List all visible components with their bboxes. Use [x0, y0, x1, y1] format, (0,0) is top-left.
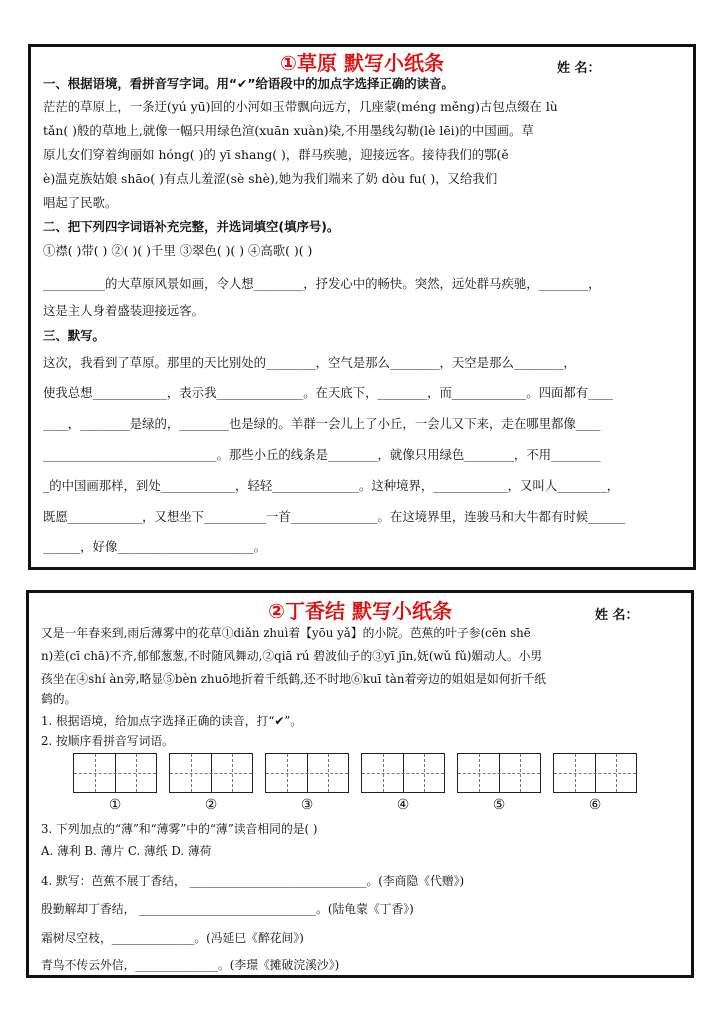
sheet1-title: ①草原 默写小纸条: [280, 51, 444, 75]
s1-dictation-line: ____________________________。那些小丘的线条是________，就像只用绿色________，不用________: [43, 447, 601, 462]
grid-number: ⑤: [492, 797, 506, 813]
s1-passage-line: è)温克族姑娘 shāo( )有点儿羞涩(sè shè),她为我们端来了奶 dòu fu( )，又给我们: [43, 171, 498, 186]
writing-grid[interactable]: [553, 753, 637, 793]
s2-question4-line: 4. 默写：芭蕉不展丁香结， ______________________________。(李商隐《代赠》): [41, 874, 465, 888]
s1-dictation-line: 使我总想____________，表示我______________。在天底下，________，而____________。四面都有____: [43, 385, 613, 400]
grid-number: ④: [396, 797, 410, 813]
lilac-knot-dictation-sheet: [26, 590, 694, 978]
sheet2-title: ②丁香结 默写小纸条: [268, 599, 452, 623]
s1-dictation-line: 这次，我看到了草原。那里的天比别处的________，空气是那么________，天空是那么________，: [43, 355, 576, 370]
writing-grid[interactable]: [73, 753, 157, 793]
s1-passage-line: 唱起了民歌。: [43, 195, 118, 210]
writing-grid[interactable]: [457, 753, 541, 793]
grassland-dictation-sheet: [28, 44, 696, 570]
s1-dictation-line: _的中国画那样，到处____________，轻轻______________。这种境界，____________，又叫人________，: [43, 478, 620, 493]
s1-fill-line: __________的大草原风景如画，令人想________，抒发心中的畅快。突然，远处群马疾驰，________，: [43, 276, 601, 291]
grid-number: ①: [108, 797, 122, 813]
s1-passage-line: 原儿女们穿着绚丽如 hóng( )的 yī shang( )，群马疾驰，迎接远客。接待我们的鄂(ě: [43, 147, 509, 162]
writing-grid[interactable]: [169, 753, 253, 793]
s1-passage-line: tǎn( )般的草地上,就像一幅只用绿色渲(xuān xuàn)染,不用墨线勾勒(lè lēi)的中国画。草: [43, 123, 534, 138]
s1-fill-line: 这是主人身着盛装迎接远客。: [43, 303, 205, 318]
grid-number: ⑥: [588, 797, 602, 813]
s1-section1-heading: 一、根据语境，看拼音写字词。用“✔”给语段中的加点字选择正确的读音。: [43, 76, 454, 91]
s2-passage-line: 孩坐在④shí àn旁,略显⑤bèn zhuō地折着千纸鹤,还不时地⑥kuī tàn着旁边的姐姐是如何折千纸: [41, 672, 547, 686]
grid-number: ②: [204, 797, 218, 813]
writing-grid[interactable]: [361, 753, 445, 793]
s2-question4-line: 霜树尽空枝，______________。(冯延巳《醉花间》): [41, 931, 304, 945]
s1-dictation-line: ____，________是绿的，________也是绿的。羊群一会儿上了小丘，一会儿又下来，走在哪里都像____: [43, 416, 601, 431]
s2-question3-options: A. 薄利 B. 薄片 C. 薄纸 D. 薄荷: [41, 844, 212, 858]
s1-idiom-line: ①襟( )带( ) ②( )( )千里 ③翠色( )( ) ④高歌( )( ): [43, 243, 313, 258]
s2-question3: 3. 下列加点的“薄”和“薄雾”中的“薄”读音相同的是( ): [41, 822, 318, 836]
s2-question1: 1. 根据语境，给加点字选择正确的读音，打“✔”。: [41, 714, 303, 728]
s1-section2-heading: 二、把下列四字词语补充完整，并选词填空(填序号)。: [43, 219, 340, 234]
sheet2-name-label: 姓 名：: [595, 608, 639, 623]
s1-dictation-line: 既愿____________，又想坐下__________一首______________。在这境界里，连骏马和大牛都有时候______: [43, 509, 626, 524]
s2-question4-line: 殷勤解却丁香结， ______________________________。(陆龟蒙《丁香》): [41, 902, 414, 916]
s1-dictation-line: ______，好像______________________。: [43, 539, 267, 554]
sheet1-name-label: 姓 名：: [557, 61, 601, 76]
s1-section3-heading: 三、默写。: [43, 328, 105, 343]
s1-passage-line: 茫茫的草原上，一条迂(yú yū)回的小河如玉带飘向远方，几座蒙(méng měng)古包点缀在 lù: [43, 99, 558, 114]
grid-number: ③: [300, 797, 314, 813]
s2-passage-line: n)差(cī chā)不齐,郁郁葱葱,不时随风舞动,②qiā rú 碧波仙子的③yī jīn,妩(wǔ fǔ)媚动人。小男: [41, 649, 543, 663]
s2-question2: 2. 按顺序看拼音写词语。: [41, 734, 174, 748]
s2-question4-line: 青鸟不传云外信，______________。(李璟《摊破浣溪沙》): [41, 958, 340, 972]
s2-passage-line: 又是一年春来到,雨后薄雾中的花草①diǎn zhuì着【yōu yǎ】的小院。芭蕉的叶子参(cēn shē: [41, 626, 531, 640]
writing-grid[interactable]: [265, 753, 349, 793]
s2-passage-line: 鹤的。: [41, 692, 77, 706]
pinyin-writing-grids: [73, 753, 633, 813]
